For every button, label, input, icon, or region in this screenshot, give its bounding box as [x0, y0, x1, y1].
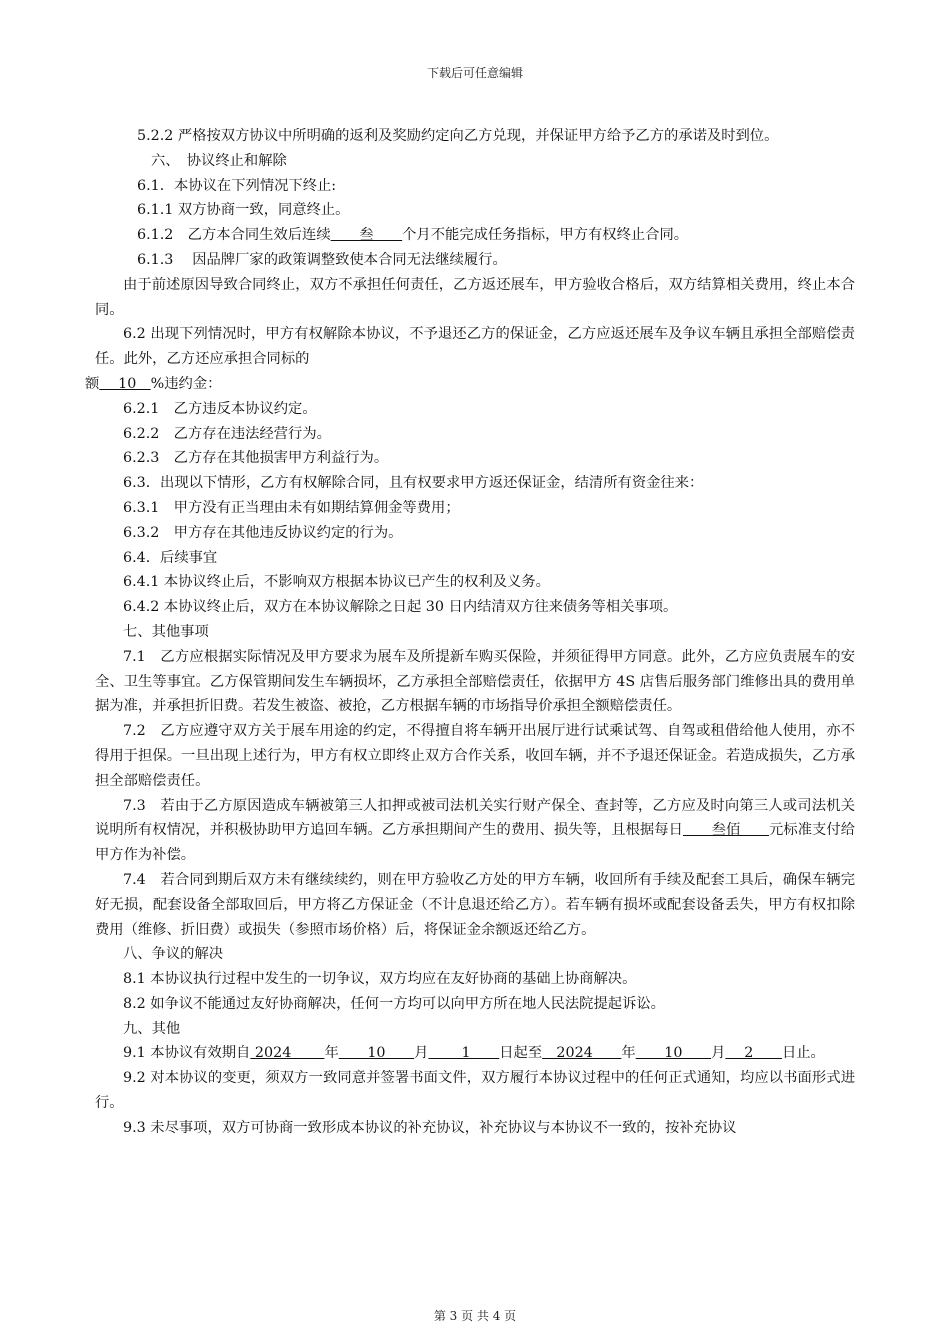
fill-in-start-day: 1 — [428, 1045, 500, 1062]
clause-8-1: 8.1 本协议执行过程中发生的一切争议，双方均应在友好协商的基础上协商解决。 — [123, 971, 637, 988]
clause-6-4-1: 6.4.1 本协议终止后，不影响双方根据本协议已产生的权利及义务。 — [123, 574, 550, 591]
clause-9-3: 9.3 未尽事项，双方可协商一致形成本协议的补充协议，补充协议与本协议不一致的，按补充协议 — [123, 1119, 737, 1136]
clause-text: 7.3 若由于乙方原因造成车辆被第三人扣押或被司法机关实行财产保全、查封等，乙方应及时向第三人或司法机关说明所有权情况，并积极协助甲方追回车辆。乙方承担期间产生的费用、损失等，且根据每日 — [95, 797, 855, 839]
fill-in-start-year: 2024 — [250, 1045, 325, 1062]
clause-8-2: 8.2 如争议不能通过友好协商解决，任何一方均可以向甲方所在地人民法院提起诉讼。 — [123, 995, 665, 1012]
fill-in-start-month: 10 — [338, 1045, 415, 1062]
termination-note: 由于前述原因导致合同终止，双方不承担任何责任，乙方返还展车，甲方验收合格后，双方结算相关费用，终止本合同。 — [95, 276, 855, 318]
clause-6-2-3: 6.2.3 乙方存在其他损害甲方利益行为。 — [123, 450, 389, 467]
clause-7-3 — [95, 794, 855, 868]
unit-text: 月 — [414, 1045, 429, 1062]
clause-text: 元标准支付给甲方作为补偿。 — [95, 822, 856, 864]
page-footer: 第 3 页 共 4 页 — [433, 1309, 517, 1323]
clause-7-1: 7.1 乙方应根据实际情况及甲方要求为展车及所提新车购买保险，并须征得甲方同意。此外，乙方应负责展车的安全、卫生等事宜。乙方保管期间发生车辆损坏，乙方承担全部赔偿责任，依据甲方 4S 店售后服务部门维修出具的费用单据为准，并承担折旧费。若发生被盗、被抢，乙方根据车辆的市场指导价承担全额赔偿责任。 — [95, 648, 855, 715]
document-body — [85, 124, 856, 1141]
fill-in-end-year: 2024 — [542, 1045, 622, 1062]
clause-6-2: 6.2 出现下列情况时，甲方有权解除本协议，不予退还乙方的保证金，乙方应返还展车及争议车辆且承担全部赔偿责任。此外，乙方还应承担合同标的 — [95, 326, 855, 368]
clause-text: 9.1 本协议有效期自 — [123, 1045, 251, 1062]
unit-text: 年 — [324, 1045, 339, 1062]
fill-in-months: 叁 — [330, 227, 403, 244]
clause-text: 额 — [85, 375, 100, 392]
section-8-heading: 八、争议的解决 — [123, 946, 224, 963]
page-header: 下载后可任意编辑 — [426, 66, 523, 80]
clause-6-1-2 — [95, 223, 855, 248]
clause-text: %违约金： — [150, 375, 222, 392]
clause-6-1-1: 6.1.1 双方协商一致，同意终止。 — [137, 202, 350, 219]
fill-in-penalty-percent: 10 — [99, 375, 151, 392]
clause-6-3: 6.3．出现以下情形，乙方有权解除合同，且有权要求甲方返还保证金，结清所有资金往来： — [123, 475, 704, 492]
clause-9-1 — [95, 1041, 855, 1066]
section-9-heading: 九、其他 — [123, 1020, 181, 1037]
clause-9-2: 9.2 对本协议的变更，须双方一致同意并签署书面文件，双方履行本协议过程中的任何正式通知，均应以书面形式进行。 — [95, 1070, 855, 1112]
clause-text: 6.1.2 乙方本合同生效后连续 — [137, 227, 331, 244]
unit-text: 日起至 — [499, 1045, 543, 1062]
section-7-heading: 七、其他事项 — [123, 623, 209, 640]
clause-6-3-1: 6.3.1 甲方没有正当理由未有如期结算佣金等费用； — [123, 499, 460, 516]
unit-text: 月 — [711, 1045, 726, 1062]
clause-6-4-2: 6.4.2 本协议终止后，双方在本协议解除之日起 30 日内结清双方往来债务等相关事项。 — [123, 599, 678, 616]
clause-6-4: 6.4．后续事宜 — [123, 549, 218, 566]
section-6-heading: 六、 协议终止和解除 — [151, 152, 287, 169]
clause-6-3-2: 6.3.2 甲方存在其他违反协议约定的行为。 — [123, 524, 403, 541]
fill-in-end-day: 2 — [725, 1045, 782, 1062]
clause-text: 个月不能完成任务指标，甲方有权终止合同。 — [402, 227, 689, 244]
unit-text: 日止。 — [781, 1045, 825, 1062]
clause-6-2-1: 6.2.1 乙方违反本协议约定。 — [123, 400, 317, 417]
clause-7-2: 7.2 乙方应遵守双方关于展车用途的约定，不得擅自将车辆开出展厅进行试乘试驾、自驾或租借给他人使用，亦不得用于担保。一旦出现上述行为，甲方有权立即终止双方合作关系，收回车辆，并不予退还保证金。若造成损失，乙方承担全部赔偿责任。 — [95, 723, 855, 789]
fill-in-end-month: 10 — [635, 1045, 712, 1062]
clause-6-1: 6.1．本协议在下列情况下终止: — [137, 177, 337, 194]
clause-7-4: 7.4 若合同到期后双方未有继续续约，则在甲方验收乙方处的甲方车辆，收回所有手续及配套工具后，确保车辆完好无损，配套设备全部取回后，甲方将乙方保证金（不计息退还给乙方）。若车辆有损坏或配套设备丢失，甲方有权扣除费用（维修、折旧费）或损失（参照市场价格）后，将保证金余额返还给乙方。 — [95, 871, 855, 938]
unit-text: 年 — [621, 1045, 636, 1062]
clause-6-2-2: 6.2.2 乙方存在违法经营行为。 — [123, 425, 331, 442]
fill-in-daily-compensation: 叁佰 — [682, 822, 770, 839]
clause-6-1-3: 6.1.3 因品牌厂家的政策调整致使本合同无法继续履行。 — [137, 251, 507, 268]
clause-5-2-2: 5.2.2 严格按双方协议中所明确的返利及奖励约定向乙方兑现，并保证甲方给予乙方的承诺及时到位。 — [137, 128, 779, 144]
penalty-line — [85, 372, 855, 397]
